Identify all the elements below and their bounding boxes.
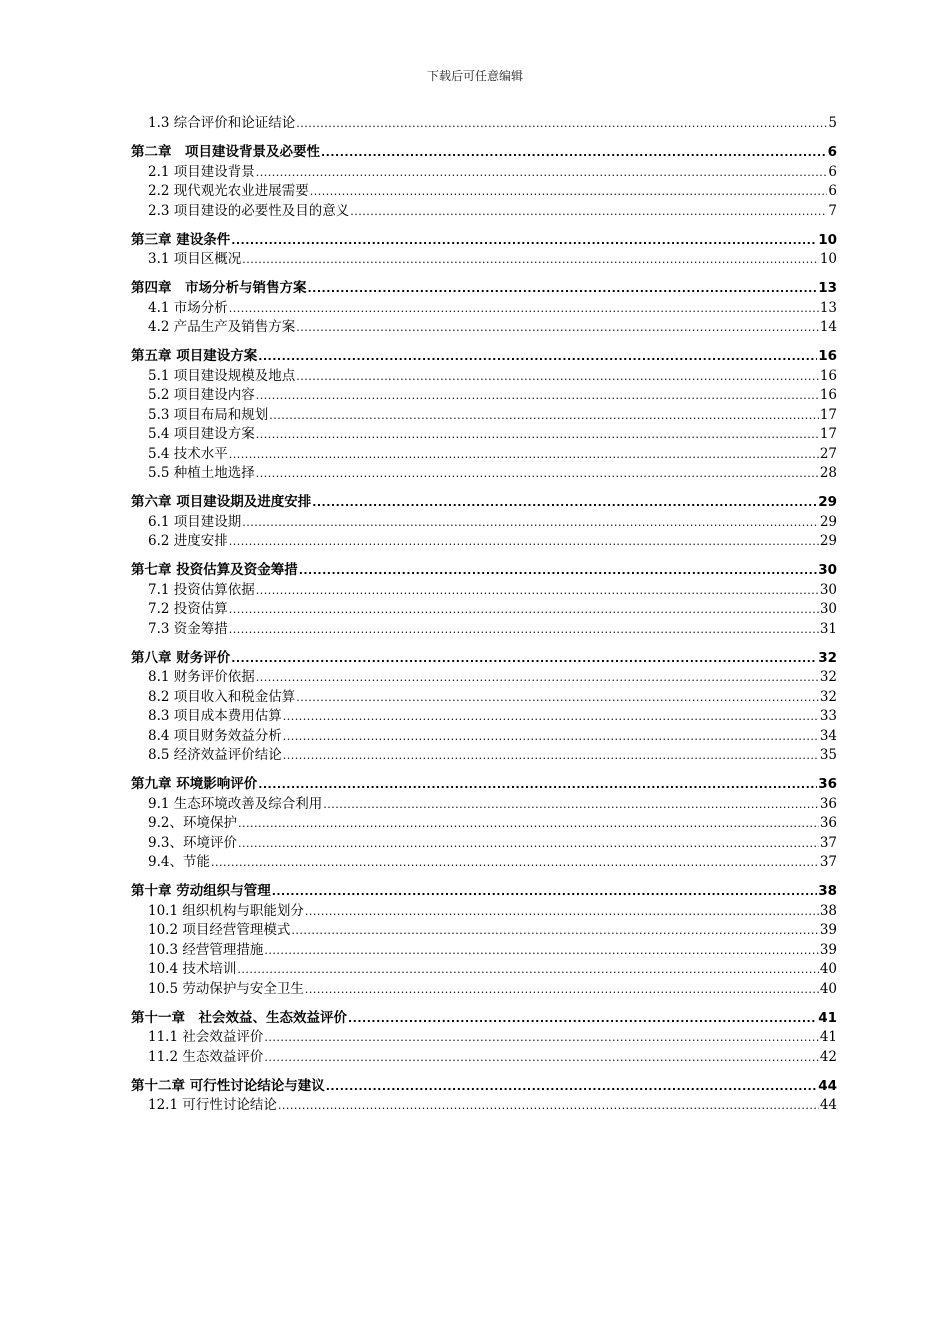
toc-section-entry[interactable] [131, 182, 837, 202]
toc-entry-title: 9.3、环境评价 [148, 834, 237, 851]
toc-dot-leader [256, 386, 819, 406]
toc-entry-page-number: 32 [819, 669, 837, 685]
toc-dot-leader [299, 561, 818, 581]
toc-entry-title: 8.2 项目收入和税金估算 [148, 688, 296, 705]
toc-entry-page-number: 6 [828, 183, 837, 199]
toc-dot-leader [321, 143, 827, 163]
toc-dot-leader [283, 707, 819, 727]
toc-entry-page-number: 35 [819, 747, 837, 763]
toc-entry-page-number: 28 [819, 465, 837, 481]
toc-entry-title: 5.3 项目布局和规划 [148, 406, 269, 423]
toc-entry-title: 2.2 现代观光农业进展需要 [148, 183, 309, 199]
toc-dot-leader [296, 688, 819, 708]
toc-dot-leader [258, 347, 817, 367]
toc-entry-title: 第八章 财务评价 [131, 649, 231, 666]
toc-entry-title: 第十一章 社会效益、生态效益评价 [131, 1009, 347, 1026]
toc-section-entry[interactable] [131, 532, 837, 552]
toc-section-entry[interactable] [131, 941, 837, 961]
toc-dot-leader [231, 649, 817, 669]
toc-section-entry[interactable] [131, 464, 837, 484]
toc-entry-title: 第三章 建设条件 [131, 231, 231, 248]
toc-dot-leader [211, 853, 819, 873]
toc-section-entry[interactable] [131, 581, 837, 601]
toc-dot-leader [238, 814, 819, 834]
toc-section-entry[interactable] [131, 834, 837, 854]
toc-section-entry[interactable] [131, 1096, 837, 1116]
toc-entry-page-number: 44 [819, 1097, 837, 1113]
toc-chapter-entry[interactable] [131, 561, 837, 581]
toc-entry-title: 10.3 经营管理措施 [148, 941, 264, 958]
toc-dot-leader [264, 1028, 818, 1048]
toc-section-entry[interactable] [131, 367, 837, 387]
toc-dot-leader [256, 668, 819, 688]
toc-entry-page-number: 32 [819, 688, 837, 705]
toc-entry-title: 4.2 产品生产及销售方案 [148, 319, 296, 335]
toc-dot-leader [296, 367, 819, 387]
toc-entry-title: 6.2 进度安排 [148, 533, 228, 549]
toc-entry-title: 7.2 投资估算 [148, 601, 228, 617]
toc-entry-title: 9.1 生态环境改善及综合利用 [148, 795, 323, 812]
toc-entry-title: 7.3 资金筹措 [148, 620, 228, 637]
toc-section-entry[interactable] [131, 1028, 837, 1048]
toc-section-entry[interactable] [131, 814, 837, 834]
toc-entry-title: 11.1 社会效益评价 [148, 1029, 264, 1045]
toc-section-entry[interactable] [131, 960, 837, 980]
toc-entry-title: 第四章 市场分析与销售方案 [131, 280, 307, 296]
toc-section-entry[interactable] [131, 921, 837, 941]
toc-entry-page-number: 39 [819, 922, 837, 938]
toc-dot-leader [323, 795, 819, 815]
toc-entry-title: 10.2 项目经营管理模式 [148, 922, 291, 938]
toc-section-entry[interactable] [131, 318, 837, 338]
toc-section-entry[interactable] [131, 1048, 837, 1068]
toc-entry-title: 第六章 项目建设期及进度安排 [131, 494, 312, 510]
toc-section-entry[interactable] [131, 902, 837, 922]
toc-chapter-entry[interactable] [131, 143, 837, 163]
toc-dot-leader [229, 532, 819, 552]
toc-section-entry[interactable] [131, 406, 837, 426]
toc-entry-page-number: 37 [819, 854, 837, 870]
toc-entry-page-number: 6 [827, 144, 837, 160]
toc-entry-title: 10.5 劳动保护与安全卫生 [148, 980, 304, 997]
toc-entry-page-number: 36 [819, 795, 837, 812]
toc-entry-title: 第二章 项目建设背景及必要性 [131, 144, 320, 160]
toc-dot-leader [242, 513, 819, 533]
toc-entry-title: 11.2 生态效益评价 [148, 1048, 264, 1065]
toc-section-entry[interactable] [131, 707, 837, 727]
toc-entry-page-number: 29 [819, 533, 837, 549]
toc-entry-title: 6.1 项目建设期 [148, 513, 242, 530]
toc-entry-title: 第七章 投资估算及资金筹措 [131, 562, 298, 578]
toc-entry-page-number: 5 [828, 115, 837, 131]
toc-entry-title: 12.1 可行性讨论结论 [148, 1097, 277, 1113]
toc-entry-page-number: 17 [819, 426, 837, 442]
toc-entry-title: 5.2 项目建设内容 [148, 387, 255, 403]
toc-entry-page-number: 37 [819, 834, 837, 851]
toc-section-entry[interactable] [131, 600, 837, 620]
toc-entry-page-number: 10 [819, 251, 837, 267]
toc-section-entry[interactable] [131, 746, 837, 766]
toc-dot-leader [229, 445, 819, 465]
toc-entry-page-number: 30 [819, 601, 837, 617]
toc-dot-leader [256, 581, 819, 601]
toc-dot-leader [291, 921, 818, 941]
toc-entry-page-number: 38 [819, 902, 837, 919]
toc-dot-leader [256, 163, 828, 183]
toc-dot-leader [264, 1048, 818, 1068]
toc-section-entry[interactable] [131, 795, 837, 815]
toc-entry-page-number: 27 [819, 445, 837, 462]
toc-entry-page-number: 29 [818, 494, 837, 510]
toc-dot-leader [269, 406, 819, 426]
toc-dot-leader [231, 231, 817, 251]
toc-entry-page-number: 41 [819, 1029, 837, 1045]
toc-entry-title: 7.1 投资估算依据 [148, 581, 255, 598]
toc-entry-page-number: 13 [818, 280, 837, 296]
toc-entry-title: 5.1 项目建设规模及地点 [148, 367, 296, 384]
toc-entry-title: 1.3 综合评价和论证结论 [148, 115, 296, 131]
toc-dot-leader [305, 902, 819, 922]
toc-dot-leader [229, 600, 819, 620]
toc-entry-page-number: 40 [819, 961, 837, 977]
toc-chapter-entry[interactable] [131, 775, 837, 795]
toc-entry-page-number: 32 [818, 649, 837, 666]
toc-entry-page-number: 29 [819, 513, 837, 530]
toc-section-entry[interactable] [131, 445, 837, 465]
toc-chapter-entry[interactable] [131, 231, 837, 251]
toc-entry-title: 5.4 技术水平 [148, 445, 228, 462]
toc-dot-leader [272, 882, 818, 902]
toc-entry-page-number: 41 [818, 1009, 837, 1026]
toc-entry-title: 8.4 项目财务效益分析 [148, 727, 282, 744]
toc-entry-page-number: 16 [818, 348, 837, 364]
toc-dot-leader [238, 834, 819, 854]
toc-dot-leader [242, 250, 819, 270]
toc-entry-title: 10.4 技术培训 [148, 961, 237, 977]
toc-entry-page-number: 34 [819, 727, 837, 744]
toc-entry-page-number: 31 [819, 620, 837, 637]
toc-entry-page-number: 39 [819, 941, 837, 958]
toc-section-entry[interactable] [131, 620, 837, 640]
toc-dot-leader [256, 464, 819, 484]
toc-entry-page-number: 10 [818, 231, 837, 248]
toc-entry-page-number: 30 [819, 581, 837, 598]
toc-entry-page-number: 14 [819, 319, 837, 335]
toc-dot-leader [258, 775, 817, 795]
toc-section-entry[interactable] [131, 299, 837, 319]
toc-entry-title: 5.4 项目建设方案 [148, 426, 255, 442]
toc-dot-leader [229, 299, 819, 319]
toc-entry-page-number: 42 [819, 1048, 837, 1065]
toc-section-entry[interactable] [131, 250, 837, 270]
toc-section-entry[interactable] [131, 163, 837, 183]
toc-entry-title: 10.1 组织机构与职能划分 [148, 902, 304, 919]
toc-entry-title: 9.4、节能 [148, 854, 210, 870]
toc-dot-leader [310, 182, 828, 202]
toc-chapter-entry[interactable] [131, 347, 837, 367]
toc-entry-page-number: 16 [819, 387, 837, 403]
toc-entry-title: 2.1 项目建设背景 [148, 163, 255, 180]
toc-dot-leader [312, 493, 817, 513]
toc-entry-title: 第五章 项目建设方案 [131, 348, 258, 364]
toc-entry-title: 9.2、环境保护 [148, 815, 237, 831]
toc-section-entry[interactable] [131, 980, 837, 1000]
toc-entry-title: 5.5 种植土地选择 [148, 465, 255, 481]
toc-dot-leader [296, 114, 827, 134]
toc-dot-leader [348, 1009, 817, 1029]
toc-section-entry[interactable] [131, 727, 837, 747]
toc-dot-leader [326, 1077, 818, 1097]
toc-dot-leader [264, 941, 818, 961]
toc-chapter-entry[interactable] [131, 649, 837, 669]
toc-dot-leader [283, 727, 819, 747]
toc-entry-page-number: 17 [819, 406, 837, 423]
toc-entry-title: 3.1 项目区概况 [148, 251, 242, 267]
toc-entry-page-number: 7 [828, 202, 837, 219]
toc-entry-page-number: 16 [819, 367, 837, 384]
toc-section-entry[interactable] [131, 513, 837, 533]
toc-section-entry[interactable] [131, 114, 837, 134]
toc-entry-title: 第十章 劳动组织与管理 [131, 883, 271, 899]
toc-section-entry[interactable] [131, 386, 837, 406]
toc-entry-page-number: 13 [819, 299, 837, 316]
toc-dot-leader [237, 960, 818, 980]
toc-dot-leader [350, 202, 827, 222]
toc-entry-page-number: 36 [819, 815, 837, 831]
toc-entry-title: 2.3 项目建设的必要性及目的意义 [148, 202, 350, 219]
toc-chapter-entry[interactable] [131, 882, 837, 902]
toc-entry-title: 8.5 经济效益评价结论 [148, 747, 282, 763]
toc-entry-title: 8.1 财务评价依据 [148, 669, 255, 685]
toc-section-entry[interactable] [131, 425, 837, 445]
toc-dot-leader [229, 620, 819, 640]
toc-entry-title: 8.3 项目成本费用估算 [148, 708, 282, 724]
toc-dot-leader [283, 746, 819, 766]
toc-entry-page-number: 44 [818, 1077, 837, 1094]
toc-entry-page-number: 38 [818, 883, 837, 899]
toc-dot-leader [308, 279, 818, 299]
toc-section-entry[interactable] [131, 853, 837, 873]
toc-entry-title: 第九章 环境影响评价 [131, 776, 258, 792]
toc-dot-leader [296, 318, 819, 338]
toc-entry-title: 4.1 市场分析 [148, 299, 228, 316]
toc-section-entry[interactable] [131, 668, 837, 688]
toc-entry-page-number: 36 [818, 776, 837, 792]
toc-chapter-entry[interactable] [131, 1077, 837, 1097]
toc-entry-page-number: 30 [818, 562, 837, 578]
toc-dot-leader [305, 980, 819, 1000]
toc-entry-page-number: 40 [819, 980, 837, 997]
toc-dot-leader [256, 425, 819, 445]
toc-entry-page-number: 6 [828, 163, 837, 180]
table-of-contents [131, 114, 837, 1116]
toc-section-entry[interactable] [131, 202, 837, 222]
toc-chapter-entry[interactable] [131, 279, 837, 299]
page-header-note: 下载后可任意编辑 [426, 69, 523, 83]
toc-chapter-entry[interactable] [131, 1009, 837, 1029]
toc-chapter-entry[interactable] [131, 493, 837, 513]
toc-entry-title: 第十二章 可行性讨论结论与建议 [131, 1077, 325, 1094]
toc-section-entry[interactable] [131, 688, 837, 708]
toc-dot-leader [278, 1096, 819, 1116]
toc-entry-page-number: 33 [819, 708, 837, 724]
